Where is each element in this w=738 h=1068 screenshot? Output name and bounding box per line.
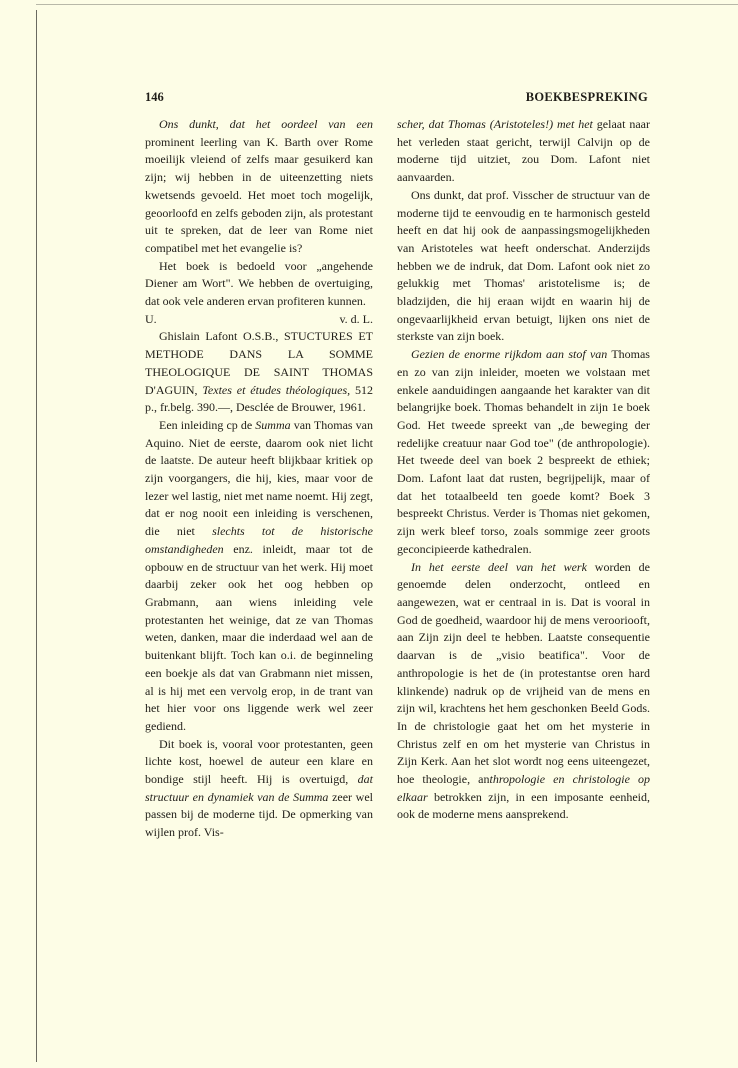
review-title: STUCTURES ET METHODE DANS LA SOMME THEOLOGIQUE DE SAINT THOMAS D'AGUIN,: [145, 329, 374, 397]
paragraph-text: worden de genoemde delen onderzocht, ontleed en aangewezen, wat er centraal in is. Dat is vooral in God de goedheid, waardoor hij de mens verooriooft, aan Zijn zijn deel te hebben. Laatste consequentie daarvan is de „visio beatifica". Voor de anthropologie is het de (in protestantse oren hard klinkende) nadruk op de vrijheid van de mens en zijn wil, krachtens het hem geschonken Beeld Gods. In de christologie gaat het om het mysterie in Christus zelf en om het mysterie van Christus in Zijn Kerk. Aan het slot wordt nog eens uiteengezet, hoe theologie, an: [397, 559, 650, 787]
paragraph-text: van Thomas van Aquino. Niet de eerste, daarom ook niet licht de laatste. De auteur heeft blijkbaar kritiek op zijn voorgangers, die hij, kies, maar voor de lezer wel lastig, niet met name noemt. Hij zegt, dat er nog nooit een inleiding is verschenen, die niet: [145, 417, 373, 539]
paragraph-1: [145, 116, 373, 258]
running-head: BOEKBESPREKING: [525, 90, 648, 104]
paragraph-5: [397, 116, 650, 187]
paragraph-text: Een inleiding cp de: [159, 417, 256, 432]
review-series: Textes et études théologiques,: [202, 382, 351, 397]
italic-lead: Ons dunkt, dat het oordeel van een: [159, 117, 373, 131]
italic-phrase: thropologie en christologie op elkaar: [397, 772, 650, 804]
paragraph-7: [397, 346, 650, 558]
paragraph-text: prominent leerling van K. Barth over Rome moeilijk vleiend of zelfs maar gesuikerd kan zijn; wij hebben in de uiteenzetting niets kwetsends gevoeld. Het moet toch mogelijk, geoorloofd en zelfs geboden zijn, als protestant uit te spreken, dat de leer van Rome niet compatibel met het evangelie is?: [145, 134, 373, 255]
paragraph-text: Thomas en zo van zijn inleider, moeten we volstaan met enkele aanduidingen aangaande het karakter van dit belangrijke boek. Thomas behandelt in zijn 1e boek God. Het tweede spreekt van „de beweging der redelijke creatuur naar God toe" (de anthropologie). Het tweede deel van boek 2 bespreekt de ethiek; Dom. Lafont laat dat rusten, begrijpelijk, maar of dat het totaalbeeld ten goede komt? Boek 3 bespreekt Christus. Verder is Thomas niet gekomen, zijn werk bleef torso, zoals sommige zeer groots geconcipieerde kathedralen.: [397, 347, 650, 556]
left-column: [145, 116, 373, 842]
right-column: [397, 116, 650, 824]
paragraph-8: [397, 559, 650, 825]
review-heading: [145, 328, 373, 417]
signature-initial: U.: [145, 311, 157, 326]
signature: [145, 311, 373, 329]
paragraph-text: betrokken zijn, in een imposante eenheid, ook de moderne mens aansprekend.: [397, 789, 650, 822]
paragraph-text: Dit boek is, vooral voor protestanten, geen lichte kost, hoewel de auteur een klare en bondige stijl heeft. Hij is overtuigd,: [145, 736, 373, 787]
paragraph-text: enz. inleidt, maar tot de opbouw en de structuur van het werk. Hij moet daarbij zeker ook het oog hebben op Grabmann, aan wiens inleiding vele protestanten het weinige, dat ze van Thomas weten, danken, maar die inderdaad wel aan de buitenkant blijft. Toch kan o.i. de beginneling een boekje als dat van Grabmann niet missen, al is hij met een vervolg erop, in de trant van het hier voor ons liggende werk wel zeer gediend.: [145, 541, 373, 733]
page-edge-left: [36, 10, 37, 1062]
paragraph-6: Ons dunkt, dat prof. Visscher de structuur van de moderne tijd te eenvoudig en te harmonisch gesteld heeft en dat hij ook de aanpassingsmogelijkheden van Aristoteles wat heeft onderschat. Anderzijds hebben we de indruk, dat Dom. Lafont ook niet zo gelukkig met Thomas' aristotelisme is; de bladzijden, die hij eraan wijdt en waarin hij de ongevaarlijkheid ervan betuigt, lijken ons niet de sterkste van zijn boek.: [397, 187, 650, 344]
page-edge-top: [36, 4, 738, 5]
paragraph-4: [145, 736, 373, 842]
italic-summa: Summa: [255, 417, 291, 432]
italic-phrase: dat structuur en dynamiek van de Summa: [145, 772, 373, 804]
paragraph-2: Het boek is bedoeld voor „angehende Diener am Wort". We hebben de overtuiging, dat ook vele anderen ervan profiteren kunnen.: [145, 258, 373, 309]
italic-phrase: In het eerste deel van het werk: [411, 559, 587, 574]
review-author: Ghislain Lafont O.S.B.,: [159, 329, 279, 344]
page-number: 146: [145, 90, 164, 104]
page-header: [145, 90, 648, 108]
paragraph-3: [145, 417, 373, 736]
review-details: 512 p., fr.belg. 390.—, Desclée de Brouwer, 1961.: [145, 382, 373, 415]
italic-phrase: slechts tot de historische omstandigheden: [145, 524, 373, 556]
italic-phrase: Gezien de enorme rijkdom aan stof van: [411, 347, 608, 362]
italic-phrase: scher, dat Thomas (Aristoteles!) met het: [397, 117, 593, 131]
paragraph-text: gelaat naar het verleden staat gericht, terwijl Calvijn op de moderne tijd uitziet, zou Dom. Lafont niet aanvaarden.: [397, 117, 650, 185]
paragraph-text: zeer wel passen bij de moderne tijd. De opmerking van wijlen prof. Vis-: [145, 789, 373, 840]
signature-reviewer: v. d. L.: [339, 311, 373, 326]
